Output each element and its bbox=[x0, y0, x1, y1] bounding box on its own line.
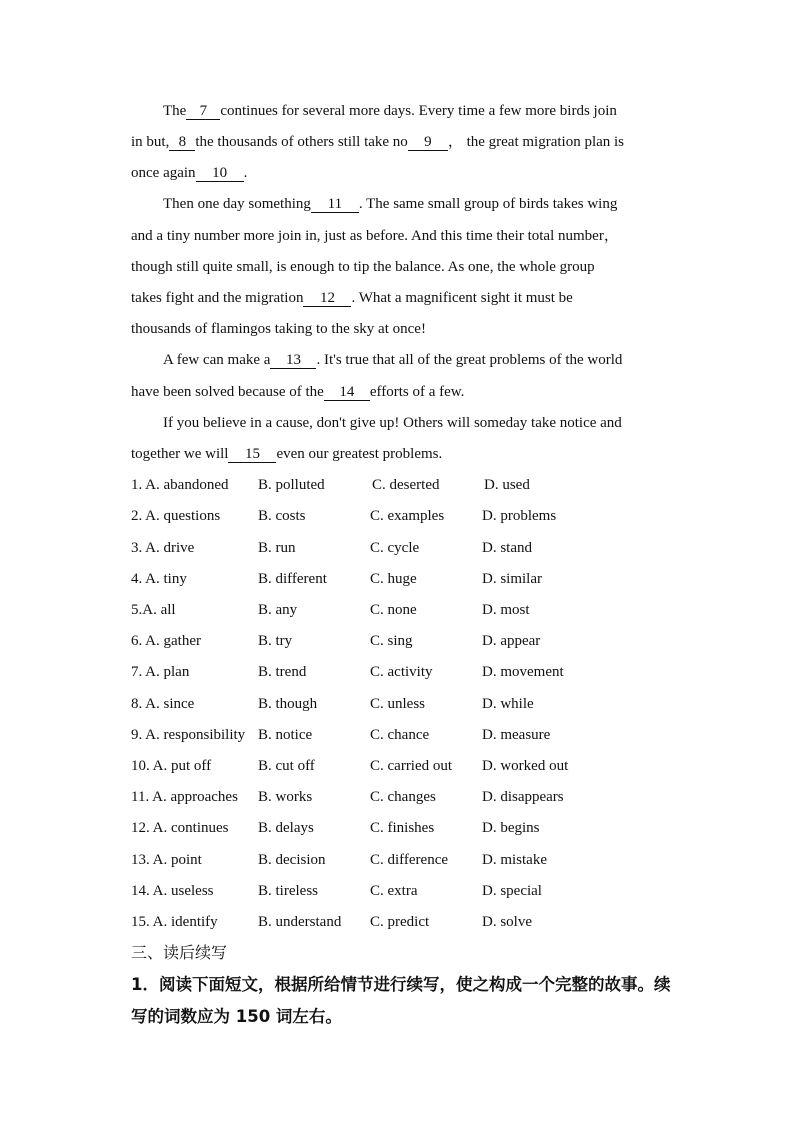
blank-9[interactable]: 9 bbox=[408, 134, 448, 151]
text: together we will bbox=[131, 446, 229, 462]
section-instruction: 1．阅读下面短文，根据所给情节进行续写，使之构成一个完整的故事。续 bbox=[131, 975, 671, 994]
option-a[interactable]: 11. A. approaches bbox=[131, 789, 238, 805]
option-c[interactable]: C. examples bbox=[370, 508, 445, 524]
blank-10[interactable]: 10 bbox=[196, 165, 244, 182]
passage-line bbox=[131, 444, 442, 464]
option-d[interactable]: D. mistake bbox=[482, 852, 547, 868]
option-b[interactable]: B. tireless bbox=[258, 883, 318, 899]
option-b[interactable]: B. notice bbox=[258, 727, 313, 743]
text: even our greatest problems. bbox=[276, 446, 443, 462]
option-d[interactable]: D. while bbox=[482, 696, 534, 712]
option-b[interactable]: B. any bbox=[258, 602, 298, 618]
section-instruction: 写的词数应为 150 词左右。 bbox=[131, 1007, 342, 1026]
option-b[interactable]: B. trend bbox=[258, 664, 307, 680]
option-a[interactable]: 4. A. tiny bbox=[131, 571, 187, 587]
text: . bbox=[243, 165, 248, 181]
option-c[interactable]: C. changes bbox=[370, 789, 436, 805]
option-d[interactable]: D. most bbox=[482, 602, 530, 618]
option-a[interactable]: 9. A. responsibility bbox=[131, 727, 246, 743]
text: the thousands of others still take no bbox=[195, 134, 408, 150]
option-d[interactable]: D. measure bbox=[482, 727, 551, 743]
blank-7[interactable]: 7 bbox=[186, 103, 220, 120]
option-b[interactable]: B. run bbox=[258, 540, 296, 556]
option-b[interactable]: B. cut off bbox=[258, 758, 315, 774]
option-d[interactable]: D. similar bbox=[482, 571, 542, 587]
option-a[interactable]: 3. A. drive bbox=[131, 540, 195, 556]
option-c[interactable]: C. difference bbox=[370, 852, 449, 868]
text: . The same small group of birds takes wing bbox=[358, 196, 618, 212]
option-b[interactable]: B. decision bbox=[258, 852, 326, 868]
option-c[interactable]: C. unless bbox=[370, 696, 426, 712]
option-c[interactable]: C. predict bbox=[370, 914, 430, 930]
passage-line: If you believe in a cause, don't give up! Others will someday take notice and bbox=[163, 415, 622, 431]
option-a[interactable]: 14. A. useless bbox=[131, 883, 214, 899]
blank-11[interactable]: 11 bbox=[311, 196, 359, 213]
option-b[interactable]: B. understand bbox=[258, 914, 342, 930]
passage-line bbox=[131, 132, 624, 152]
option-d[interactable]: D. used bbox=[484, 477, 530, 493]
option-d[interactable]: D. worked out bbox=[482, 758, 569, 774]
option-a[interactable]: 2. A. questions bbox=[131, 508, 221, 524]
option-a[interactable]: 1. A. abandoned bbox=[131, 477, 229, 493]
option-b[interactable]: B. costs bbox=[258, 508, 306, 524]
option-c[interactable]: C. deserted bbox=[372, 477, 440, 493]
text: efforts of a few. bbox=[369, 384, 465, 400]
option-c[interactable]: C. finishes bbox=[370, 820, 435, 836]
passage-line bbox=[163, 350, 622, 370]
option-c[interactable]: C. sing bbox=[370, 633, 413, 649]
passage-line: though still quite small, is enough to tip the balance. As one, the whole group bbox=[131, 259, 595, 275]
option-b[interactable]: B. different bbox=[258, 571, 327, 587]
blank-8[interactable]: 8 bbox=[169, 134, 195, 151]
passage-line bbox=[131, 288, 573, 308]
text: continues for several more days. Every time a few more birds join bbox=[220, 103, 617, 119]
option-d[interactable]: D. special bbox=[482, 883, 542, 899]
text: . What a magnificent sight it must be bbox=[351, 290, 573, 306]
blank-14[interactable]: 14 bbox=[324, 384, 370, 401]
text: Then one day something bbox=[163, 196, 311, 212]
option-a[interactable]: 5.A. all bbox=[131, 602, 176, 618]
option-d[interactable]: D. solve bbox=[482, 914, 532, 930]
text: The bbox=[163, 103, 187, 119]
option-d[interactable]: D. movement bbox=[482, 664, 564, 680]
option-c[interactable]: C. cycle bbox=[370, 540, 420, 556]
option-a[interactable]: 7. A. plan bbox=[131, 664, 190, 680]
option-b[interactable]: B. try bbox=[258, 633, 293, 649]
option-c[interactable]: C. huge bbox=[370, 571, 417, 587]
text: once again bbox=[131, 165, 196, 181]
passage-line: and a tiny number more join in, just as before. And this time their total number， bbox=[131, 228, 619, 244]
option-a[interactable]: 15. A. identify bbox=[131, 914, 218, 930]
option-c[interactable]: C. carried out bbox=[370, 758, 453, 774]
section-title: 三、读后续写 bbox=[131, 943, 228, 962]
text: ， the great migration plan is bbox=[447, 134, 625, 150]
option-b[interactable]: B. delays bbox=[258, 820, 314, 836]
option-a[interactable]: 12. A. continues bbox=[131, 820, 229, 836]
option-a[interactable]: 8. A. since bbox=[131, 696, 195, 712]
option-d[interactable]: D. problems bbox=[482, 508, 557, 524]
option-d[interactable]: D. stand bbox=[482, 540, 532, 556]
passage-line bbox=[163, 194, 617, 214]
blank-12[interactable]: 12 bbox=[303, 290, 351, 307]
passage-line bbox=[163, 101, 617, 121]
option-d[interactable]: D. appear bbox=[482, 633, 541, 649]
text: in but, bbox=[131, 134, 170, 150]
text: takes fight and the migration bbox=[131, 290, 304, 306]
option-d[interactable]: D. begins bbox=[482, 820, 540, 836]
blank-15[interactable]: 15 bbox=[228, 446, 276, 463]
option-b[interactable]: B. works bbox=[258, 789, 313, 805]
option-c[interactable]: C. chance bbox=[370, 727, 430, 743]
option-a[interactable]: 13. A. point bbox=[131, 852, 202, 868]
option-d[interactable]: D. disappears bbox=[482, 789, 564, 805]
text: . It's true that all of the great problems of the world bbox=[316, 352, 623, 368]
text: A few can make a bbox=[163, 352, 271, 368]
passage-line bbox=[131, 382, 464, 402]
option-c[interactable]: C. extra bbox=[370, 883, 418, 899]
option-a[interactable]: 10. A. put off bbox=[131, 758, 212, 774]
option-c[interactable]: C. activity bbox=[370, 664, 433, 680]
option-c[interactable]: C. none bbox=[370, 602, 417, 618]
option-b[interactable]: B. though bbox=[258, 696, 318, 712]
option-a[interactable]: 6. A. gather bbox=[131, 633, 201, 649]
passage-line: thousands of flamingos taking to the sky at once! bbox=[131, 321, 426, 337]
text: have been solved because of the bbox=[131, 384, 324, 400]
blank-13[interactable]: 13 bbox=[270, 352, 316, 369]
option-b[interactable]: B. polluted bbox=[258, 477, 325, 493]
passage-line bbox=[131, 163, 247, 183]
